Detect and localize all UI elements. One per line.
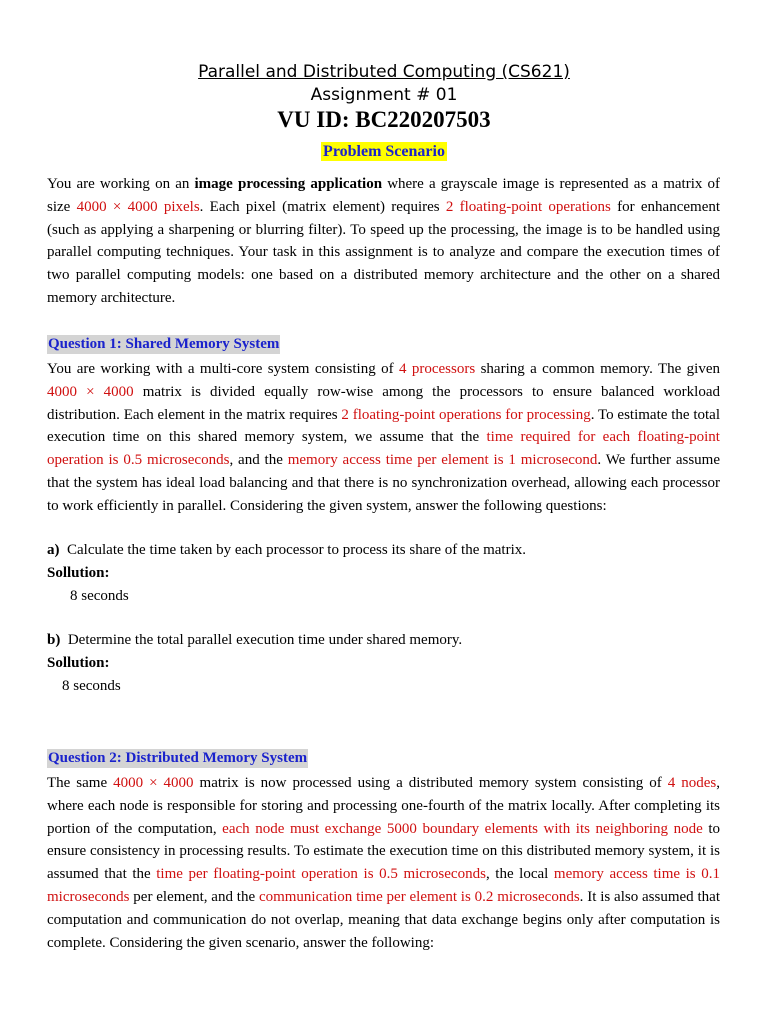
- question-1-heading: Question 1: Shared Memory System: [48, 336, 280, 352]
- q2-text-10: memory access time is 0.1 microseconds: [47, 866, 720, 905]
- q1b-solution: 8 seconds: [62, 678, 121, 694]
- problem-scenario-heading: [0, 143, 768, 161]
- scenario-text-7: for enhancement (such as applying a sharpening or blurring filter). To speed up the processing, the image is to be handled using parallel computing techniques. Your task in this assignment is to analyze and compare the execution times of two parallel computing models: one based on a distributed memory architecture and the other on a shared memory architecture.: [47, 198, 721, 306]
- scenario-paragraph: [47, 173, 720, 310]
- q2-text-1: The same: [47, 775, 114, 791]
- q1-text-7: . To estimate the total execution time on this shared memory system, we assume that the: [47, 406, 720, 446]
- q1-text-10: memory access time per element is 1 microsecond: [287, 452, 598, 469]
- q1-text-2: 4 processors: [398, 361, 476, 377]
- scenario-text-2: image processing application: [194, 176, 383, 192]
- q2-text-7: to ensure consistency in processing results. To estimate the execution time on this distributed memory system, it is assumed that the: [47, 820, 721, 883]
- course-title: Parallel and Distributed Computing (CS621): [198, 62, 570, 82]
- q1-text-5: matrix is divided equally row-wise among the processors to ensure balanced workload distribution. Each element in the matrix requires: [47, 383, 721, 423]
- q1a-text: Calculate the time taken by each processor to process its share of the matrix.: [67, 542, 527, 558]
- q1-text-11: . We further assume that the system has ideal load balancing and that there is no synchronization overhead, allowing each processor to work efficiently in parallel. Considering the given system, answer the following questions:: [47, 452, 720, 514]
- q1a-solution-label: Sollution:: [47, 565, 110, 581]
- vu-id: VU ID: BC220207503: [277, 107, 491, 132]
- q2-text-12: communication time per element is 0.2 microseconds: [258, 888, 580, 905]
- question-1-paragraph: [47, 358, 720, 518]
- q1-text-3: sharing a common memory. The given: [475, 361, 720, 377]
- document-header: [0, 60, 768, 134]
- scenario-text-1: You are working on an: [47, 176, 195, 192]
- scenario-text-5: . Each pixel (matrix element) requires: [199, 198, 446, 215]
- q1b-label: b): [47, 632, 61, 648]
- q2-text-9: , the local: [485, 866, 554, 883]
- problem-scenario-heading-text: Problem Scenario: [323, 143, 445, 160]
- q1-text-6: 2 floating-point operations for processing: [341, 406, 591, 423]
- q2-text-8: time per floating-point operation is 0.5 microseconds: [156, 866, 486, 883]
- q1-text-9: , and the: [229, 452, 288, 469]
- scenario-text-4: 4000 × 4000 pixels: [76, 198, 200, 215]
- q1b-text: Determine the total parallel execution time under shared memory.: [67, 632, 463, 648]
- q1-text-4: 4000 × 4000: [47, 383, 134, 400]
- assignment-number: Assignment # 01: [310, 85, 458, 105]
- q2-text-4: 4 nodes: [667, 775, 717, 791]
- question-2-paragraph: [47, 772, 720, 954]
- q2-text-2: 4000 × 4000: [113, 775, 194, 791]
- question-1b: [47, 630, 462, 650]
- q2-text-3: matrix is now processed using a distributed memory system consisting of: [193, 775, 668, 791]
- question-1a: [47, 540, 526, 560]
- q1b-solution-label: Sollution:: [47, 655, 110, 671]
- q2-text-11: per element, and the: [129, 888, 259, 905]
- q2-text-6: each node must exchange 5000 boundary elements with its neighboring node: [222, 820, 703, 837]
- scenario-text-3: where a grayscale image is represented as a matrix of size: [47, 176, 720, 215]
- q1-text-1: You are working with a multi-core system consisting of: [47, 361, 399, 377]
- q1a-label: a): [47, 542, 60, 558]
- q2-text-5: , where each node is responsible for storing and processing one-fourth of the matrix locally. After completing its portion of the computation,: [47, 775, 721, 837]
- q1a-solution: 8 seconds: [70, 588, 129, 604]
- q1-text-8: time required for each floating-point operation is 0.5 microseconds: [47, 429, 720, 469]
- question-2-heading: Question 2: Distributed Memory System: [48, 750, 308, 766]
- scenario-text-6: 2 floating-point operations: [445, 198, 611, 215]
- q2-text-13: . It is also assumed that computation and communication do not overlap, meaning that data exchange begins only after computation is complete. Considering the given scenario, answer the following:: [47, 888, 720, 951]
